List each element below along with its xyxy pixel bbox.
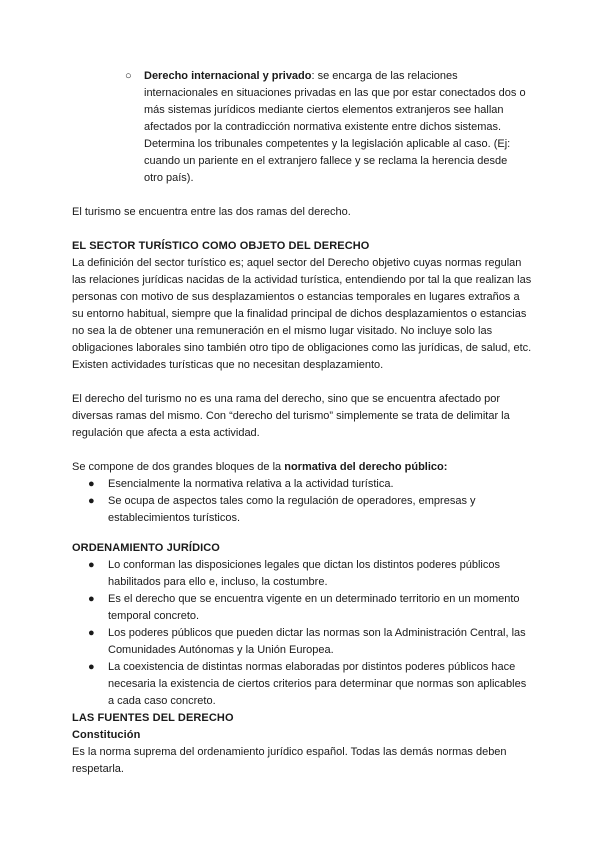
list-item-text: Esencialmente la normativa relativa a la actividad turística. <box>108 478 394 490</box>
heading-sector-turistico: EL SECTOR TURÍSTICO COMO OBJETO DEL DERECHO <box>72 240 370 252</box>
paragraph-definicion-sector: La definición del sector turístico es; aquel sector del Derecho objetivo cuyas normas regulan las relaciones jurídicas nacidas de la actividad turística, entendiendo por tal la que realizan las personas con motivo de sus desplazamientos o estancias temporales en lugares extraños a su entorno habitual, siempre que la finalidad principal de dichos desplazamientos o estancias no sea la de obtener una remuneración en el mismo lugar visitado. No incluye solo las obligaciones laborales sino también otro tipo de obligaciones como las jurídicas, de salud, etc. Existen actividades turísticas que no necesitan desplazamiento. <box>72 257 532 371</box>
list-item <box>72 557 532 591</box>
bullet-icon: ● <box>88 593 95 605</box>
paragraph-constitucion: Es la norma suprema del ordenamiento jurídico español. Todas las demás normas deben respetarla. <box>72 746 507 775</box>
bullet-list-ordenamiento <box>72 557 532 710</box>
list-item <box>72 591 532 625</box>
bullet-icon: ● <box>88 627 95 639</box>
bloques-bold: normativa del derecho público: <box>284 461 448 473</box>
turismo-line: El turismo se encuentra entre las dos ramas del derecho. <box>72 206 351 218</box>
sub-list-text <box>144 68 526 187</box>
term-derecho-internacional: Derecho internacional y privado <box>144 70 312 82</box>
hollow-bullet-icon: ○ <box>125 70 132 82</box>
list-item-text: Se ocupa de aspectos tales como la regulación de operadores, empresas y establecimientos turísticos. <box>108 495 476 524</box>
list-item <box>72 476 532 493</box>
list-item <box>72 493 532 527</box>
term-definition: : se encarga de las relaciones internacionales en situaciones privadas en las que por estar conectados dos o más sistemas jurídicos mediante ciertos elementos extranjeros see hallan afectados por la contradicción normativa existente entre dichos sistemas. Determina los tribunales competentes y la legislación aplicable al caso. (Ej: cuando un pariente en el extranjero fallece y se reclama la herencia desde otro país). <box>144 70 526 184</box>
paragraph-bloques <box>72 459 532 476</box>
bullet-icon: ● <box>88 661 95 673</box>
list-item-text: La coexistencia de distintas normas elaboradas por distintos poderes públicos hace necesaria la existencia de ciertos criterios para determinar que normas son aplicables a cada caso concreto. <box>108 661 527 707</box>
list-item <box>72 625 532 659</box>
sub-list-item-derecho-internacional <box>125 68 532 187</box>
list-item-text: Es el derecho que se encuentra vigente en un determinado territorio en un momento temporal concreto. <box>108 593 520 622</box>
bloques-prefix: Se compone de dos grandes bloques de la <box>72 461 285 473</box>
list-item-text: Los poderes públicos que pueden dictar las normas son la Administración Central, las Comunidades Autónomas y la Unión Europea. <box>108 627 526 656</box>
list-item <box>72 659 532 710</box>
list-item-text: Lo conforman las disposiciones legales que dictan los distintos poderes públicos habilitados para ello e, incluso, la costumbre. <box>108 559 500 588</box>
paragraph-derecho-turismo: El derecho del turismo no es una rama del derecho, sino que se encuentra afectado por diversas ramas del mismo. Con “derecho del turismo” simplemente se trata de delimitar la regulación que afecta a esta actividad. <box>72 393 510 439</box>
bullet-list-bloques <box>72 476 532 527</box>
document-page <box>72 68 532 778</box>
subheading-constitucion: Constitución <box>72 729 141 741</box>
heading-ordenamiento-juridico: ORDENAMIENTO JURÍDICO <box>72 542 220 554</box>
bullet-icon: ● <box>88 478 95 490</box>
heading-fuentes-derecho: LAS FUENTES DEL DERECHO <box>72 712 234 724</box>
bullet-icon: ● <box>88 559 95 571</box>
bullet-icon: ● <box>88 495 95 507</box>
